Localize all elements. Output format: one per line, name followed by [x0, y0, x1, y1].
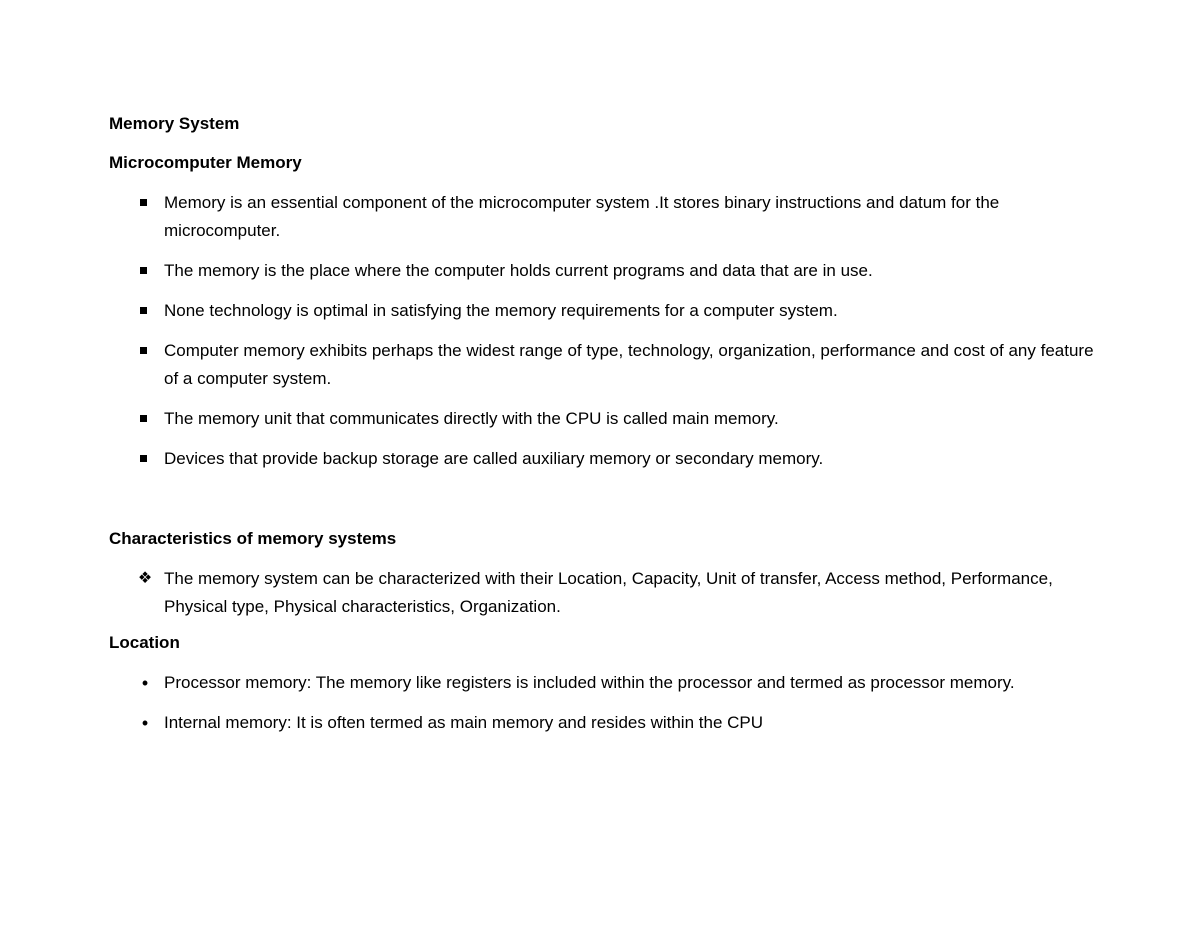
section-heading-microcomputer-memory: Microcomputer Memory — [109, 153, 302, 172]
list-item-text: Processor memory: The memory like registers is included within the processor and termed as processor memory. — [164, 673, 1015, 692]
dot-bullet-icon: • — [141, 673, 149, 693]
list-item — [109, 189, 1099, 245]
list-item-text: Computer memory exhibits perhaps the widest range of type, technology, organization, performance and cost of any feature of a computer system. — [164, 341, 1094, 388]
section-heading-characteristics: Characteristics of memory systems — [109, 529, 397, 548]
location-list — [109, 669, 1099, 737]
list-item-text: Memory is an essential component of the microcomputer system .It stores binary instructions and datum for the microcomputer. — [164, 193, 1000, 240]
list-item-text: The memory system can be characterized with their Location, Capacity, Unit of transfer, Access method, Performance, Physical type, Physical characteristics, Organization. — [164, 569, 1053, 616]
list-item — [109, 709, 1099, 737]
list-item — [109, 257, 1099, 285]
document-title: Memory System — [109, 114, 240, 133]
four-diamond-bullet-icon: ❖ — [137, 570, 153, 587]
list-item-text: None technology is optimal in satisfying the memory requirements for a computer system. — [164, 301, 838, 320]
list-item-text: The memory is the place where the computer holds current programs and data that are in use. — [164, 261, 873, 280]
document-content — [109, 110, 1099, 749]
microcomputer-memory-list — [109, 189, 1099, 473]
characteristics-list — [109, 565, 1099, 621]
list-item — [109, 565, 1099, 621]
section-heading-location: Location — [109, 633, 180, 652]
list-item-text: The memory unit that communicates directly with the CPU is called main memory. — [164, 409, 779, 428]
list-item-text: Internal memory: It is often termed as main memory and resides within the CPU — [164, 713, 764, 732]
list-item-text: Devices that provide backup storage are called auxiliary memory or secondary memory. — [164, 449, 824, 468]
list-item — [109, 337, 1099, 393]
list-item — [109, 297, 1099, 325]
dot-bullet-icon: • — [141, 713, 149, 733]
section-spacer — [109, 485, 1099, 525]
list-item — [109, 405, 1099, 433]
list-item — [109, 669, 1099, 697]
list-item — [109, 445, 1099, 473]
